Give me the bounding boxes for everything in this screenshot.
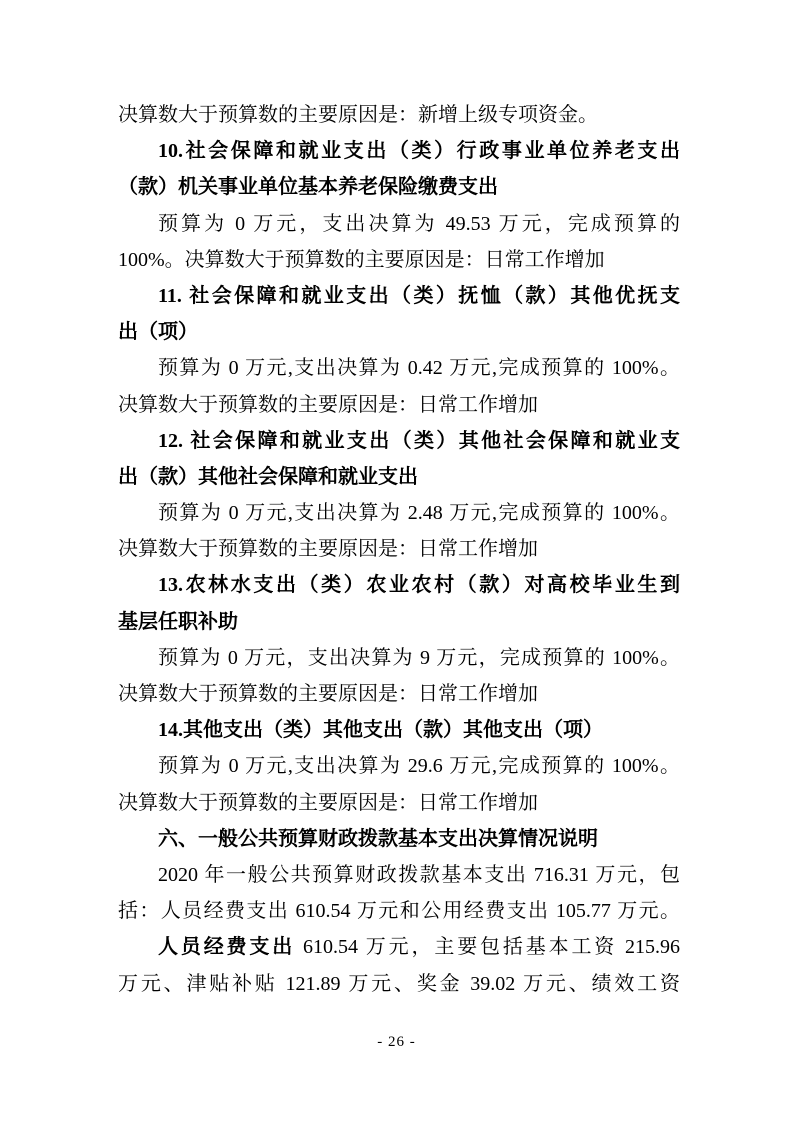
page-number: - 26 - — [377, 1034, 416, 1050]
para-item-10-line-1: 预算为 0 万元，支出决算为 49.53 万元，完成预算的 — [158, 212, 680, 235]
para-personnel-expense-line-2: 万元、津贴补贴 121.89 万元、奖金 39.02 万元、绩效工资 — [118, 972, 680, 995]
para-item-13-line-1: 预算为 0 万元，支出决算为 9 万元，完成预算的 100%。 — [158, 646, 680, 669]
heading-item-11-line-1: 11. 社会保障和就业支出（类）抚恤（款）其他优抚支 — [158, 284, 680, 307]
para-item-11-line-1: 预算为 0 万元,支出决算为 0.42 万元,完成预算的 100%。 — [158, 357, 680, 380]
heading-item-13-line-2: 基层任职补助 — [118, 610, 238, 633]
heading-item-12-line-1: 12. 社会保障和就业支出（类）其他社会保障和就业支 — [158, 429, 680, 452]
para-carryover-reason: 决算数大于预算数的主要原因是：新增上级专项资金。 — [118, 104, 598, 126]
para-personnel-expense-line-1 — [118, 929, 680, 965]
para-item-12-line-2: 决算数大于预算数的主要原因是：日常工作增加 — [118, 538, 538, 561]
heading-item-11-line-2: 出（项） — [118, 321, 198, 344]
para-item-12-line-1: 预算为 0 万元,支出决算为 2.48 万元,完成预算的 100%。 — [158, 502, 680, 525]
section-6-heading: 六、一般公共预算财政拨款基本支出决算情况说明 — [158, 827, 598, 850]
heading-item-10-line-1: 10.社会保障和就业支出（类）行政事业单位养老支出 — [158, 140, 680, 163]
para-item-10-line-2: 100%。决算数大于预算数的主要原因是：日常工作增加 — [118, 248, 605, 271]
para-basic-expense-line-1: 2020 年一般公共预算财政拨款基本支出 716.31 万元，包 — [158, 863, 680, 886]
document-text-block — [118, 97, 680, 1002]
heading-item-14: 14.其他支出（类）其他支出（款）其他支出（项） — [158, 719, 603, 742]
para-item-14-line-1: 预算为 0 万元,支出决算为 29.6 万元,完成预算的 100%。 — [158, 755, 680, 778]
personnel-expense-label: 人员经费支出 — [158, 936, 296, 959]
heading-item-13-line-1: 13.农林水支出（类）农业农村（款）对高校毕业生到 — [158, 574, 680, 597]
para-item-14-line-2: 决算数大于预算数的主要原因是：日常工作增加 — [118, 791, 538, 814]
para-basic-expense-line-2: 括：人员经费支出 610.54 万元和公用经费支出 105.77 万元。 — [118, 900, 680, 923]
heading-item-12-line-2: 出（款）其他社会保障和就业支出 — [118, 465, 418, 488]
heading-item-10-line-2: （款）机关事业单位基本养老保险缴费支出 — [118, 176, 498, 199]
para-item-13-line-2: 决算数大于预算数的主要原因是：日常工作增加 — [118, 683, 538, 705]
personnel-expense-text: 610.54 万元，主要包括基本工资 215.96 — [295, 936, 680, 959]
para-item-11-line-2: 决算数大于预算数的主要原因是：日常工作增加 — [118, 393, 538, 416]
